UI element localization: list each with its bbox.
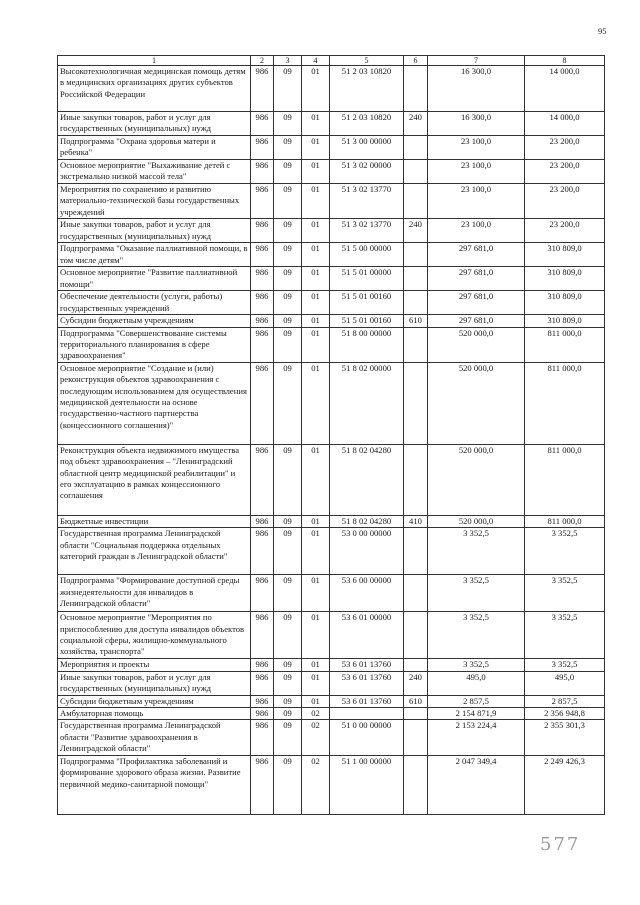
row-col-6 [404,66,428,112]
row-name: Подпрограмма "Профилактика заболеваний и формирование здорового образа жизни. Развитие первичной медико-санитарной помощи" [58,755,251,814]
row-col-2: 986 [251,755,274,814]
row-col-6 [404,291,428,315]
row-col-6 [404,243,428,267]
row-name: Высокотехнологичная медицинская помощь детям в медицинских организациях других субъектов Российской Федерации [58,66,251,112]
row-name: Подпрограмма "Охрана здоровья матери и ребенка" [58,136,251,160]
row-col-3: 09 [274,659,302,671]
row-col-6 [404,708,428,720]
row-col-4: 01 [302,112,330,136]
row-col-6 [404,720,428,755]
row-col-2: 986 [251,708,274,720]
row-col-4: 02 [302,720,330,755]
row-col-4: 01 [302,515,330,527]
row-col-2: 986 [251,66,274,112]
row-col-2: 986 [251,612,274,659]
row-col-7: 3 352,5 [428,612,525,659]
row-col-5: 51 5 01 00160 [330,291,404,315]
row-col-8: 3 352,5 [525,528,605,575]
row-col-2: 986 [251,659,274,671]
row-col-6 [404,160,428,184]
row-col-8: 2 857,5 [525,695,605,707]
col-header-4: 4 [302,56,330,66]
row-col-2: 986 [251,528,274,575]
row-name: Обеспечение деятельности (услуги, работы) государственных учреждений [58,291,251,315]
row-col-8: 23 200,0 [525,160,605,184]
row-col-7: 520 000,0 [428,515,525,527]
row-name: Основное мероприятие "Создание и (или) реконструкция объектов здравоохранения с последующим использованием для осуществления медицинской деятельности на основе государственно-частного партнерства (концессионного соглашения)" [58,362,251,444]
table-row [58,267,605,291]
row-col-4: 01 [302,671,330,695]
col-header-8: 8 [525,56,605,66]
row-col-3: 09 [274,528,302,575]
row-col-5: 53 6 00 00000 [330,575,404,612]
table-row [58,291,605,315]
row-col-8: 2 249 426,3 [525,755,605,814]
row-col-3: 09 [274,315,302,327]
row-name: Государственная программа Ленинградской области "Развитие здравоохранения в Ленинградской области" [58,720,251,755]
row-col-4: 01 [302,291,330,315]
row-col-5: 51 3 02 13770 [330,184,404,219]
row-col-4: 01 [302,66,330,112]
row-col-3: 09 [274,136,302,160]
row-col-8: 811 000,0 [525,362,605,444]
table-row [58,160,605,184]
table-row [58,327,605,362]
row-col-5: 51 5 01 00160 [330,315,404,327]
row-col-2: 986 [251,136,274,160]
row-col-3: 09 [274,612,302,659]
table-row [58,243,605,267]
row-col-6: 610 [404,315,428,327]
row-col-2: 986 [251,720,274,755]
col-header-5: 5 [330,56,404,66]
row-col-4: 01 [302,184,330,219]
row-col-5: 51 3 02 13770 [330,219,404,243]
row-col-7: 520 000,0 [428,444,525,515]
row-col-7: 2 047 349,4 [428,755,525,814]
row-col-8: 3 352,5 [525,575,605,612]
row-col-3: 09 [274,267,302,291]
row-col-7: 16 300,0 [428,112,525,136]
row-col-6 [404,659,428,671]
row-col-2: 986 [251,695,274,707]
row-col-8: 310 809,0 [525,291,605,315]
row-col-8: 310 809,0 [525,243,605,267]
row-col-7: 23 100,0 [428,160,525,184]
row-col-3: 09 [274,243,302,267]
row-col-2: 986 [251,267,274,291]
row-col-8: 811 000,0 [525,327,605,362]
row-name: Реконструкция объекта недвижимого имущества под объект здравоохранения – "Ленинградский областной центр медицинской реабилитации" и его эксплуатацию в рамках концессионного соглашения [58,444,251,515]
row-col-7: 23 100,0 [428,219,525,243]
handwritten-page-mark: 577 [540,834,581,855]
row-col-3: 09 [274,327,302,362]
row-col-2: 986 [251,515,274,527]
row-col-7: 297 681,0 [428,267,525,291]
table-row [58,219,605,243]
row-col-4: 02 [302,708,330,720]
row-col-2: 986 [251,219,274,243]
row-name: Основное мероприятие "Выхаживание детей с экстремально низкой массой тела" [58,160,251,184]
row-col-6: 610 [404,695,428,707]
row-col-8: 23 200,0 [525,136,605,160]
row-col-3: 09 [274,444,302,515]
table-row [58,136,605,160]
row-col-7: 297 681,0 [428,291,525,315]
row-col-5: 51 2 03 10820 [330,66,404,112]
row-col-5: 51 8 02 00000 [330,362,404,444]
row-name: Подпрограмма "Оказание паллиативной помощи, в том числе детям" [58,243,251,267]
row-col-2: 986 [251,362,274,444]
col-header-7: 7 [428,56,525,66]
table-row [58,315,605,327]
row-col-4: 01 [302,659,330,671]
row-col-6: 240 [404,671,428,695]
row-name: Подпрограмма "Формирование доступной среды жизнедеятельности для инвалидов в Ленинградской области" [58,575,251,612]
table-row [58,612,605,659]
row-col-4: 01 [302,315,330,327]
row-col-3: 09 [274,66,302,112]
row-col-7: 2 153 224,4 [428,720,525,755]
row-col-3: 09 [274,112,302,136]
row-col-5: 53 0 00 00000 [330,528,404,575]
row-name: Иные закупки товаров, работ и услуг для государственных (муниципальных) нужд [58,671,251,695]
row-col-4: 01 [302,243,330,267]
row-col-8: 2 356 948,8 [525,708,605,720]
row-col-4: 01 [302,444,330,515]
row-col-3: 09 [274,219,302,243]
header-row [58,56,605,66]
row-name: Подпрограмма "Совершенствование системы территориального планирования в сфере здравоохранения" [58,327,251,362]
row-col-7: 495,0 [428,671,525,695]
row-col-3: 09 [274,720,302,755]
row-col-7: 297 681,0 [428,243,525,267]
row-col-7: 297 681,0 [428,315,525,327]
col-header-6: 6 [404,56,428,66]
row-col-5: 51 8 02 04280 [330,515,404,527]
table-row [58,515,605,527]
row-col-6 [404,755,428,814]
row-col-6: 410 [404,515,428,527]
row-col-8: 14 000,0 [525,66,605,112]
row-col-8: 495,0 [525,671,605,695]
row-col-5: 53 6 01 13760 [330,671,404,695]
row-col-4: 01 [302,612,330,659]
row-col-2: 986 [251,315,274,327]
table-row [58,528,605,575]
row-col-6 [404,575,428,612]
col-header-2: 2 [251,56,274,66]
row-col-6 [404,136,428,160]
row-col-7: 23 100,0 [428,184,525,219]
row-name: Иные закупки товаров, работ и услуг для государственных (муниципальных) нужд [58,219,251,243]
row-col-6 [404,528,428,575]
row-col-4: 01 [302,362,330,444]
row-name: Бюджетные инвестиции [58,515,251,527]
row-col-4: 01 [302,575,330,612]
row-col-8: 310 809,0 [525,267,605,291]
table-row [58,184,605,219]
row-col-8: 23 200,0 [525,184,605,219]
row-col-5: 51 8 00 00000 [330,327,404,362]
row-col-8: 2 355 301,3 [525,720,605,755]
row-col-3: 09 [274,184,302,219]
row-col-7: 2 857,5 [428,695,525,707]
row-col-4: 01 [302,219,330,243]
row-col-7: 520 000,0 [428,327,525,362]
row-col-7: 2 154 871,9 [428,708,525,720]
row-col-4: 01 [302,160,330,184]
row-name: Мероприятия и проекты [58,659,251,671]
row-col-8: 310 809,0 [525,315,605,327]
row-col-4: 01 [302,327,330,362]
row-col-8: 23 200,0 [525,219,605,243]
row-col-6 [404,612,428,659]
row-col-3: 09 [274,695,302,707]
row-col-7: 16 300,0 [428,66,525,112]
row-col-3: 09 [274,575,302,612]
row-col-6 [404,362,428,444]
row-col-2: 986 [251,327,274,362]
row-col-6 [404,444,428,515]
table-row [58,671,605,695]
row-col-5: 53 6 01 00000 [330,612,404,659]
table-row [58,755,605,814]
row-col-5: 51 1 00 00000 [330,755,404,814]
row-col-8: 3 352,5 [525,612,605,659]
row-name: Субсидии бюджетным учреждениям [58,315,251,327]
row-col-6: 240 [404,219,428,243]
row-col-3: 09 [274,708,302,720]
row-col-4: 01 [302,695,330,707]
row-col-2: 986 [251,243,274,267]
row-name: Иные закупки товаров, работ и услуг для государственных (муниципальных) нужд [58,112,251,136]
row-col-4: 01 [302,136,330,160]
row-col-3: 09 [274,671,302,695]
page-number: 95 [598,26,607,36]
table-row [58,112,605,136]
row-col-2: 986 [251,112,274,136]
row-col-2: 986 [251,184,274,219]
row-col-3: 09 [274,755,302,814]
row-name: Основное мероприятие "Мероприятия по приспособлению для доступа инвалидов объектов социальной сферы, жилищно-коммунального хозяйства, транспорта" [58,612,251,659]
row-col-2: 986 [251,671,274,695]
row-col-7: 23 100,0 [428,136,525,160]
row-col-6: 240 [404,112,428,136]
row-col-3: 09 [274,515,302,527]
row-col-5: 51 5 01 00000 [330,267,404,291]
row-name: Основное мероприятие "Развитие паллиативной помощи" [58,267,251,291]
row-col-4: 01 [302,528,330,575]
row-col-6 [404,327,428,362]
row-col-2: 986 [251,575,274,612]
table-row [58,66,605,112]
row-col-8: 14 000,0 [525,112,605,136]
row-col-5: 51 3 00 00000 [330,136,404,160]
row-col-7: 3 352,5 [428,659,525,671]
row-col-4: 01 [302,267,330,291]
row-col-5: 53 6 01 13760 [330,659,404,671]
row-col-5: 51 5 00 00000 [330,243,404,267]
row-col-5: 51 0 00 00000 [330,720,404,755]
row-col-4: 02 [302,755,330,814]
row-col-3: 09 [274,160,302,184]
row-col-8: 811 000,0 [525,515,605,527]
row-col-2: 986 [251,444,274,515]
col-header-1: 1 [58,56,251,66]
row-col-7: 520 000,0 [428,362,525,444]
row-col-5: 51 3 02 00000 [330,160,404,184]
row-name: Государственная программа Ленинградской области "Социальная поддержка отдельных категорий граждан в Ленинградской области" [58,528,251,575]
row-name: Амбулаторная помощь [58,708,251,720]
row-col-3: 09 [274,291,302,315]
row-col-5: 53 6 01 13760 [330,695,404,707]
row-col-7: 3 352,5 [428,575,525,612]
table-row [58,720,605,755]
row-col-2: 986 [251,291,274,315]
row-col-6 [404,267,428,291]
row-name: Субсидии бюджетным учреждениям [58,695,251,707]
row-col-3: 09 [274,362,302,444]
table-row [58,659,605,671]
table-row [58,575,605,612]
row-col-6 [404,184,428,219]
row-col-5: 51 2 03 10820 [330,112,404,136]
row-col-5 [330,708,404,720]
table-row [58,708,605,720]
row-col-2: 986 [251,160,274,184]
row-col-8: 3 352,5 [525,659,605,671]
table-row [58,444,605,515]
budget-table [57,55,605,815]
row-col-7: 3 352,5 [428,528,525,575]
row-col-5: 51 8 02 04280 [330,444,404,515]
row-col-8: 811 000,0 [525,444,605,515]
col-header-3: 3 [274,56,302,66]
row-name: Мероприятия по сохранению и развитию материально-технической базы государственных учреждений [58,184,251,219]
table-row [58,362,605,444]
table-row [58,695,605,707]
